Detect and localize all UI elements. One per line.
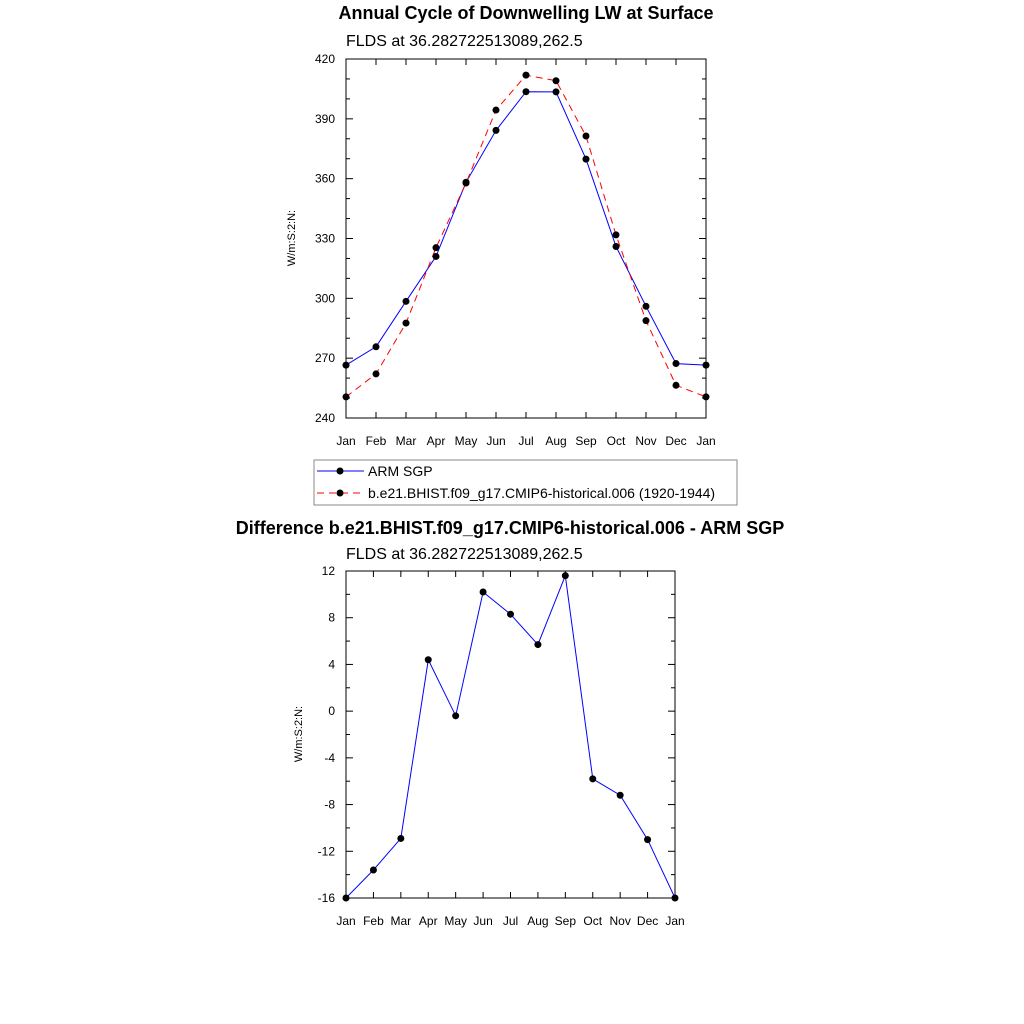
y-tick-label: 270 [314,351,335,366]
data-point [703,393,710,400]
data-point [343,895,350,902]
data-point [433,244,440,251]
data-point [553,88,560,95]
x-tick-label: Oct [583,914,603,928]
x-tick-label: Mar [390,914,412,928]
x-tick-label: Jul [502,914,519,928]
chart1-title: Annual Cycle of Downwelling LW at Surface [338,3,714,23]
y-tick-label: 330 [314,231,335,246]
x-tick-label: Sep [575,434,597,448]
data-point [463,180,470,187]
series-line-0 [346,576,675,898]
plot-frame [346,571,675,898]
x-tick-label: Jul [518,434,534,448]
x-tick-label: Nov [609,914,631,928]
x-tick-label: Aug [527,914,549,928]
x-tick-label: Sep [554,914,577,928]
data-point [397,835,404,842]
data-point [589,775,596,782]
series-line-1 [346,75,706,397]
legend-marker-model [337,490,344,497]
data-point [583,132,590,139]
y-tick-label: 360 [314,171,335,186]
data-point [507,611,514,618]
data-point [553,77,560,84]
x-tick-label: Dec [665,434,687,448]
data-point [373,370,380,377]
data-point [673,382,680,389]
data-point [643,317,650,324]
y-tick-label: 300 [314,291,335,306]
data-point [370,866,377,873]
x-tick-label: Feb [365,434,387,448]
data-point [373,343,380,350]
series-line-0 [346,92,706,365]
y-tick-label: 420 [314,52,335,66]
data-point [433,253,440,260]
y-tick-label: 240 [314,411,335,425]
x-tick-label: Jun [473,914,493,928]
data-point [493,107,500,114]
data-point [343,362,350,369]
data-point [493,127,500,134]
x-tick-label: Jun [486,434,506,448]
y-tick-label: -12 [317,844,335,859]
legend-label-arm-sgp: ARM SGP [368,463,433,479]
chart2-plot-area [318,564,685,928]
data-point [452,712,459,719]
x-tick-label: Apr [426,434,446,448]
x-tick-label: Apr [418,914,438,928]
x-tick-label: Oct [606,434,626,448]
chart2-subtitle: FLDS at 36.282722513089,262.5 [346,546,583,563]
chart1-plot-area [315,52,716,448]
data-point [673,360,680,367]
data-point [644,836,651,843]
data-point [583,156,590,163]
y-tick-label: 0 [328,704,335,719]
chart1-legend [314,460,737,505]
data-point [480,589,487,596]
data-point [534,641,541,648]
y-tick-label: 390 [314,111,335,126]
data-point [613,243,620,250]
chart1-y-axis-label: W/m:S:2:N: [286,209,298,267]
y-tick-label: 8 [328,610,335,625]
x-tick-label: Feb [363,914,384,928]
chart2-y-axis-label: W/m:S:2:N: [293,705,305,763]
data-point [425,656,432,663]
chart1-subtitle: FLDS at 36.282722513089,262.5 [346,33,583,50]
data-point [643,303,650,310]
y-tick-label: -8 [324,797,335,812]
y-tick-label: -4 [324,750,335,765]
plot-frame [346,59,706,418]
data-point [613,231,620,238]
data-point [523,72,530,79]
x-tick-label: Aug [545,434,567,448]
legend-label-model: b.e21.BHIST.f09_g17.CMIP6-historical.006 (1920-1944) [368,485,716,501]
y-tick-label: -16 [317,891,335,905]
x-tick-label: Jan [696,434,716,448]
data-point [343,393,350,400]
data-point [523,88,530,95]
data-point [403,320,410,327]
x-tick-label: Jan [336,914,356,928]
data-point [617,792,624,799]
y-tick-label: 12 [321,564,335,578]
data-point [703,362,710,369]
x-tick-label: May [454,434,478,448]
x-tick-label: Mar [395,434,417,448]
data-point [403,298,410,305]
x-tick-label: Nov [635,434,657,448]
y-tick-label: 4 [328,657,335,672]
x-tick-label: Jan [665,914,685,928]
chart2-title: Difference b.e21.BHIST.f09_g17.CMIP6-historical.006 - ARM SGP [235,518,785,538]
legend-marker-arm-sgp [337,468,344,475]
data-point [672,895,679,902]
x-tick-label: Dec [636,914,659,928]
x-tick-label: May [444,914,468,928]
x-tick-label: Jan [336,434,356,448]
data-point [562,572,569,579]
